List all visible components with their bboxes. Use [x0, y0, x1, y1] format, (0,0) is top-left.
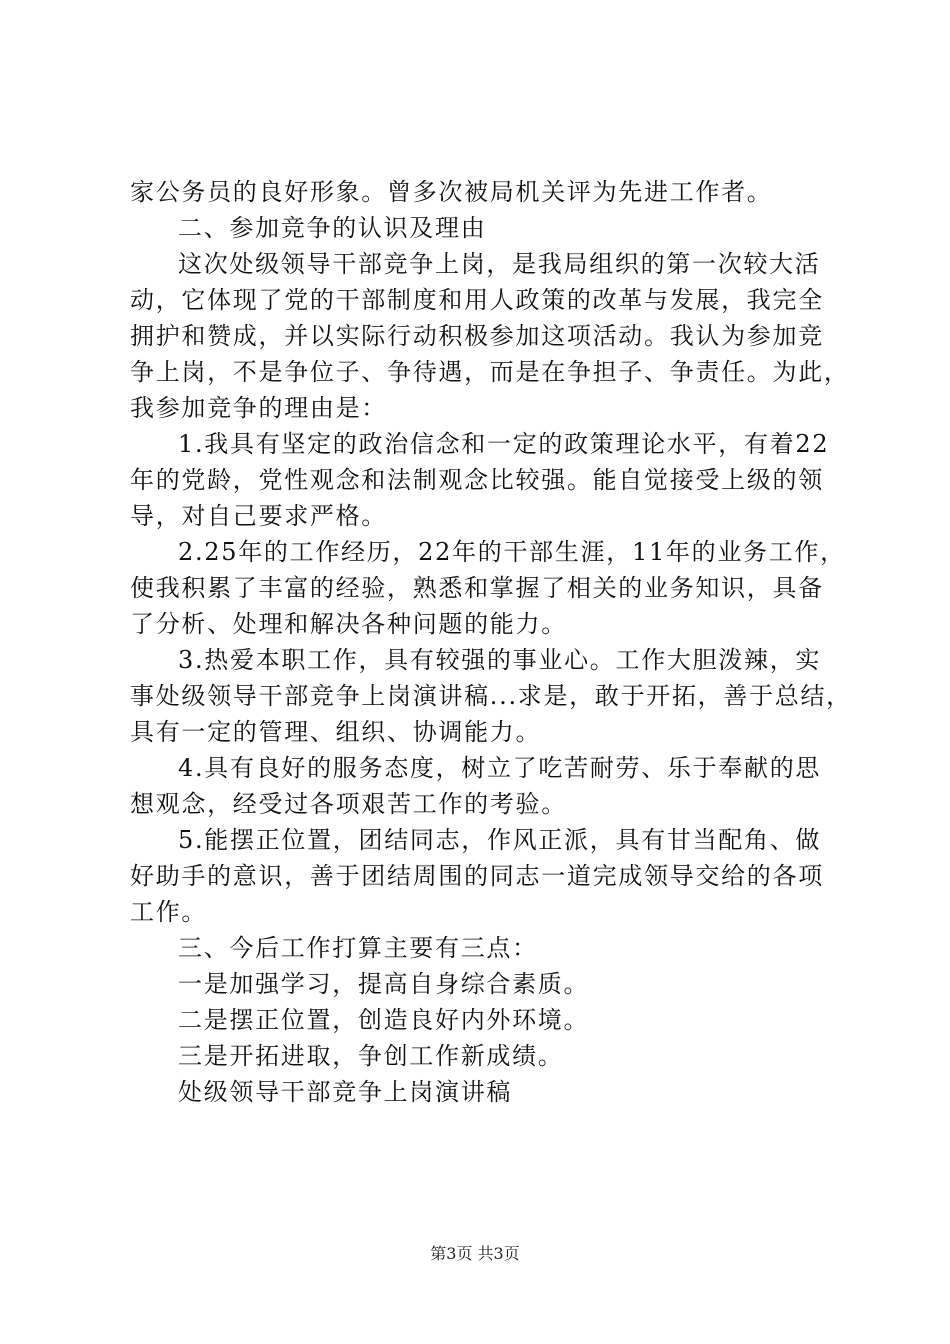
section-heading: 二、参加竞争的认识及理由 [178, 214, 487, 242]
text-line: 了分析、处理和解决各种问题的能力。 [130, 610, 567, 638]
list-item-text: 3.热爱本职工作，具有较强的事业心。工作大胆泼辣，实 [178, 646, 822, 674]
list-item-text: 5.能摆正位置，团结同志，作风正派，具有甘当配角、做 [178, 826, 822, 854]
text-line: 处级领导干部竞争上岗演讲稿 [178, 1078, 513, 1106]
text-line: 动，它体现了党的干部制度和用人政策的改革与发展，我完全 [130, 286, 824, 314]
list-item-text: 1.我具有坚定的政治信念和一定的政策理论水平，有着22 [178, 430, 830, 458]
text-line: 想观念，经受过各项艰苦工作的考验。 [130, 790, 567, 818]
list-item-text: 4.具有良好的服务态度，树立了吃苦耐劳、乐于奉献的思 [178, 754, 822, 782]
text-line: 我参加竞争的理由是： [130, 394, 387, 422]
text-line: 二是摆正位置，创造良好内外环境。 [178, 1006, 590, 1034]
page-number-footer: 第3页 共3页 [430, 1244, 520, 1263]
text-line: 使我积累了丰富的经验，熟悉和掌握了相关的业务知识，具备 [130, 574, 824, 602]
text-line: 家公务员的良好形象。曾多次被局机关评为先进工作者。 [130, 178, 773, 206]
list-item-text: 2.25年的工作经历，22年的干部生涯，11年的业务工作， [178, 538, 846, 566]
text-line: 三是开拓进取，争创工作新成绩。 [178, 1042, 564, 1070]
text-line: 一是加强学习，提高自身综合素质。 [178, 970, 590, 998]
text-line: 事处级领导干部竞争上岗演讲稿...求是，敢于开拓，善于总结， [130, 682, 852, 710]
section-heading: 三、今后工作打算主要有三点： [178, 934, 538, 962]
text-line: 好助手的意识，善于团结周围的同志一道完成领导交给的各项 [130, 862, 824, 890]
text-line: 争上岗，不是争位子、争待遇，而是在争担子、争责任。为此， [130, 358, 850, 386]
text-line: 工作。 [130, 898, 208, 926]
text-line: 年的党龄，党性观念和法制观念比较强。能自觉接受上级的领 [130, 466, 824, 494]
text-line: 拥护和赞成，并以实际行动积极参加这项活动。我认为参加竞 [130, 322, 824, 350]
text-line: 这次处级领导干部竞争上岗，是我局组织的第一次较大活 [178, 250, 821, 278]
text-line: 导，对自己要求严格。 [130, 502, 387, 530]
text-line: 具有一定的管理、组织、协调能力。 [130, 718, 542, 746]
